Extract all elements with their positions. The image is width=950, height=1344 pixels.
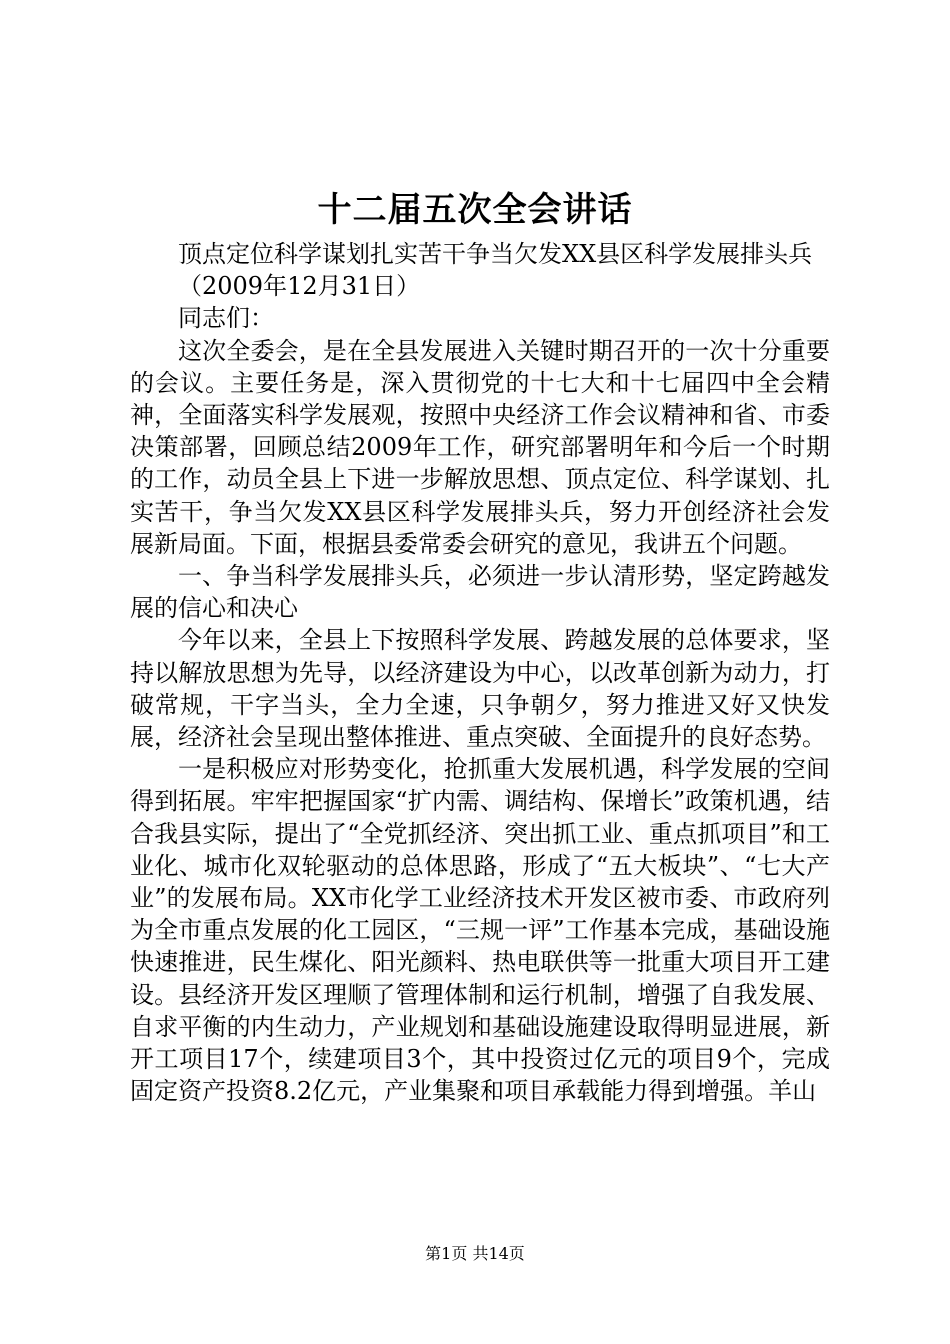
section-heading: 一、争当科学发展排头兵，必须进一步认清形势，坚定跨越发展的信心和决心 xyxy=(130,562,830,623)
document-body xyxy=(130,238,830,1107)
body-paragraph: 今年以来，全县上下按照科学发展、跨越发展的总体要求，坚持以解放思想为先导，以经济建设为中心，以改革创新为动力，打破常规，干字当头，全力全速，只争朝夕，努力推进又好又快发展，经济社会呈现出整体推进、重点突破、全面提升的良好态势。 xyxy=(130,626,830,752)
body-paragraph: 一是积极应对形势变化，抢抓重大发展机遇，科学发展的空间得到拓展。牢牢把握国家“扩内需、调结构、保增长”政策机遇，结合我县实际，提出了“全党抓经济、突出抓工业、重点抓项目”和工业化、城市化双轮驱动的总体思路，形成了“五大板块”、“七大产业”的发展布局。XX市化学工业经济技术开发区被市委、市政府列为全市重点发展的化工园区，“三规一评”工作基本完成，基础设施快速推进，民生煤化、阳光颜料、热电联供等一批重大项目开工建设。县经济开发区理顺了管理体制和运行机制，增强了自我发展、自求平衡的内生动力，产业规划和基础设施建设取得明显进展，新开工项目17个，续建项目3个，其中投资过亿元的项目9个，完成固定资产投资8.2亿元，产业集聚和项目承载能力得到增强。羊山 xyxy=(130,755,830,1106)
body-paragraph: 这次全委会，是在全县发展进入关键时期召开的一次十分重要的会议。主要任务是，深入贯彻党的十七大和十七届四中全会精神，全面落实科学发展观，按照中央经济工作会议精神和省、市委决策部署，回顾总结2009年工作，研究部署明年和今后一个时期的工作，动员全县上下进一步解放思想、顶点定位、科学谋划、扎实苦干，争当欠发XX县区科学发展排头兵，努力开创经济社会发展新局面。下面，根据县委常委会研究的意见，我讲五个问题。 xyxy=(130,336,830,558)
document-title: 十二届五次全会讲话 xyxy=(317,190,633,230)
page-number: 第1页 共14页 xyxy=(425,1244,525,1263)
salutation-paragraph: 同志们： xyxy=(178,304,274,333)
date-paragraph: （2009年12月31日） xyxy=(178,272,421,301)
subtitle-paragraph: 顶点定位科学谋划扎实苦干争当欠发XX县区科学发展排头兵 xyxy=(178,240,813,268)
